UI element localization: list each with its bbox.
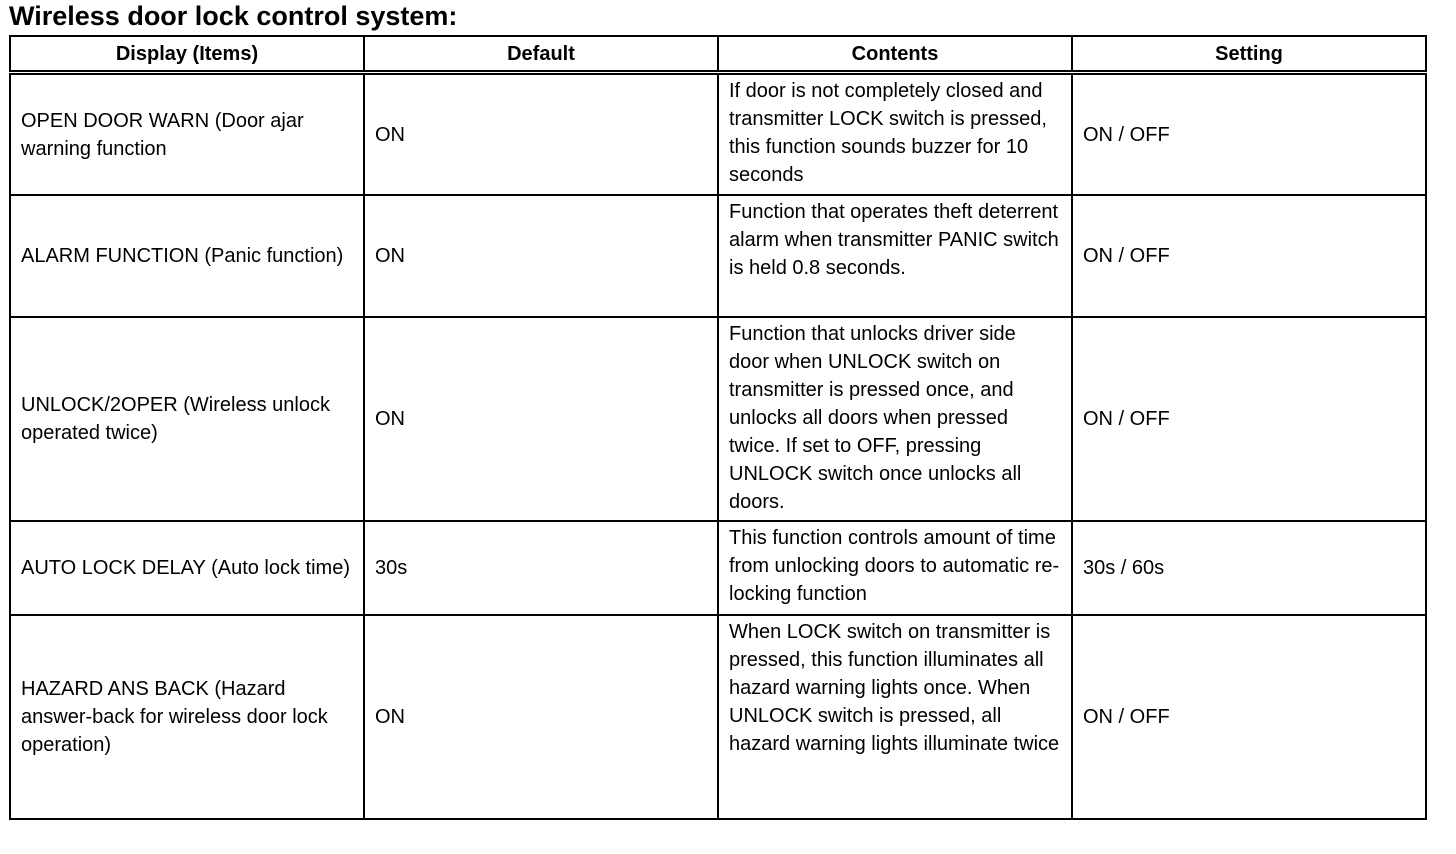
column-header-setting: Setting [1072,36,1426,73]
settings-table [9,35,1427,820]
cell-setting: ON / OFF [1072,615,1426,819]
cell-default: ON [364,615,718,819]
table-row [10,73,1426,196]
column-header-default: Default [364,36,718,73]
cell-display: AUTO LOCK DELAY (Auto lock time) [10,521,364,615]
cell-default: ON [364,195,718,317]
cell-default: ON [364,317,718,521]
cell-setting: ON / OFF [1072,195,1426,317]
cell-setting: ON / OFF [1072,317,1426,521]
table-header-row [10,36,1426,73]
cell-display: OPEN DOOR WARN (Door ajar warning function [10,73,364,196]
column-header-contents: Contents [718,36,1072,73]
cell-default: ON [364,73,718,196]
cell-contents: This function controls amount of time from unlocking doors to automatic re-locking function [718,521,1072,615]
table-row [10,615,1426,819]
page-title: Wireless door lock control system: [9,1,458,31]
column-header-display: Display (Items) [10,36,364,73]
cell-display: ALARM FUNCTION (Panic function) [10,195,364,317]
cell-contents: If door is not completely closed and transmitter LOCK switch is pressed, this function sounds buzzer for 10 seconds [718,73,1072,196]
cell-contents: Function that unlocks driver side door when UNLOCK switch on transmitter is pressed once, and unlocks all doors when pressed twice. If set to OFF, pressing UNLOCK switch once unlocks all doors. [718,317,1072,521]
cell-display: HAZARD ANS BACK (Hazard answer-back for wireless door lock operation) [10,615,364,819]
table-row [10,521,1426,615]
cell-display: UNLOCK/2OPER (Wireless unlock operated twice) [10,317,364,521]
cell-setting: 30s / 60s [1072,521,1426,615]
table-row [10,195,1426,317]
cell-contents: Function that operates theft deterrent alarm when transmitter PANIC switch is held 0.8 seconds. [718,195,1072,317]
cell-setting: ON / OFF [1072,73,1426,196]
table-row [10,317,1426,521]
cell-default: 30s [364,521,718,615]
cell-contents: When LOCK switch on transmitter is pressed, this function illuminates all hazard warning lights once. When UNLOCK switch is pressed, all hazard warning lights illuminate twice [718,615,1072,819]
